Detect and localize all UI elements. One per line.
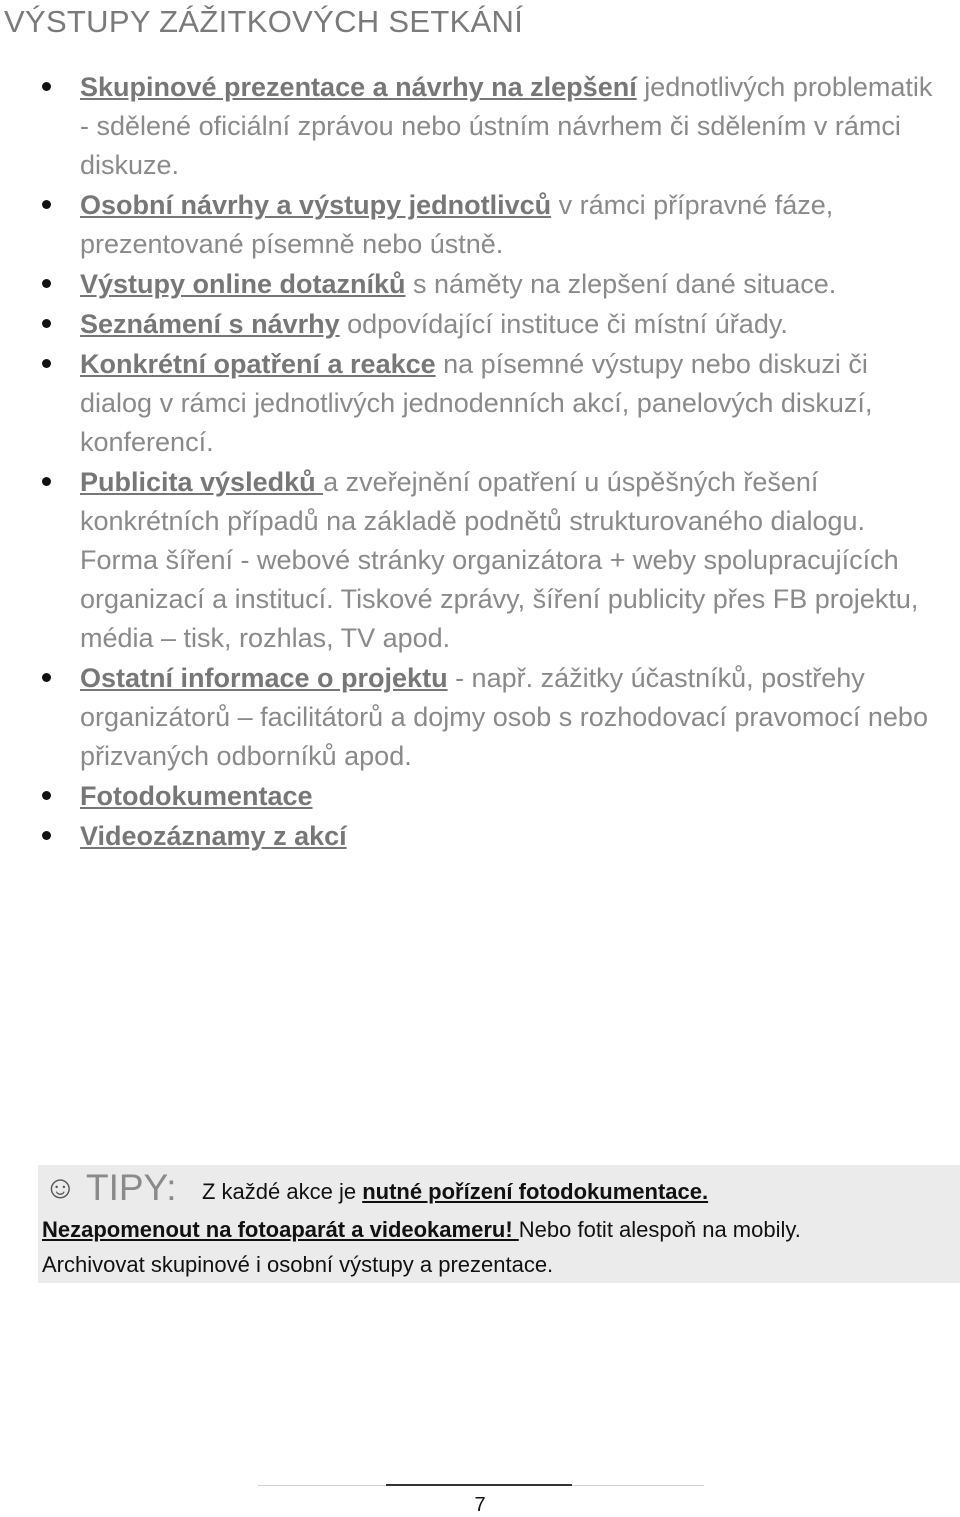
item-text: jednotlivých problematik - sdělené oficiální zprávou nebo ústním návrhem či sdělením v rámci diskuze. bbox=[80, 72, 933, 180]
list-item bbox=[0, 265, 960, 304]
item-highlight: Konkrétní opatření a reakce bbox=[80, 349, 436, 379]
tips-line-1-prefix: Z každé akce je bbox=[202, 1179, 363, 1204]
tips-label: TIPY: bbox=[86, 1167, 177, 1208]
tips-line-2 bbox=[42, 1217, 801, 1243]
smiley-icon: ☺ bbox=[44, 1169, 77, 1205]
list-item bbox=[0, 68, 960, 185]
list-item bbox=[0, 817, 960, 856]
tips-line-2-emphasis: Nezapomenout na fotoaparát a videokameru! bbox=[42, 1217, 519, 1242]
bullet-icon bbox=[42, 200, 51, 209]
list-item bbox=[0, 345, 960, 462]
item-highlight: Publicita výsledků bbox=[80, 467, 324, 497]
tips-box bbox=[38, 1165, 960, 1283]
list-item bbox=[0, 305, 960, 344]
bullet-icon bbox=[42, 673, 51, 682]
item-text: na písemné výstupy nebo diskuzi či dialog v rámci jednotlivých jednodenních akcí, panelových diskuzí, konferencí. bbox=[80, 349, 873, 457]
tips-line-1-emphasis: nutné pořízení fotodokumentace. bbox=[362, 1179, 709, 1204]
item-highlight: Videozáznamy z akcí bbox=[80, 821, 347, 851]
tips-line-2-rest: Nebo fotit alespoň na mobily. bbox=[518, 1217, 801, 1242]
outputs-list bbox=[0, 68, 960, 857]
bullet-icon bbox=[42, 359, 51, 368]
bullet-icon bbox=[42, 319, 51, 328]
item-highlight: Fotodokumentace bbox=[80, 781, 313, 811]
item-highlight: Seznámení s návrhy bbox=[80, 309, 340, 339]
item-highlight: Výstupy online dotazníků bbox=[80, 269, 406, 299]
item-highlight: Skupinové prezentace a návrhy na zlepšení bbox=[80, 72, 637, 102]
item-text: odpovídající instituce či místní úřady. bbox=[339, 309, 788, 339]
page-title: VÝSTUPY ZÁŽITKOVÝCH SETKÁNÍ bbox=[4, 4, 524, 39]
list-item bbox=[0, 463, 960, 658]
list-item bbox=[0, 186, 960, 264]
item-text: a zveřejnění opatření u úspěšných řešení konkrétních případů na základě podnětů strukturovaného dialogu. Forma šíření - webové stránky organizátora + weby spolupracujících organizací a institucí. Tiskové zprávy, šíření publicity přes FB projektu, média – tisk, rozhlas, TV apod. bbox=[80, 467, 919, 653]
list-item bbox=[0, 659, 960, 776]
item-highlight: Osobní návrhy a výstupy jednotlivců bbox=[80, 190, 552, 220]
bullet-icon bbox=[42, 477, 51, 486]
bullet-icon bbox=[42, 82, 51, 91]
item-text: - např. zážitky účastníků, postřehy organizátorů – facilitátorů a dojmy osob s rozhodovací pravomocí nebo přizvaných odborníků apod. bbox=[80, 663, 928, 771]
tips-line-1 bbox=[202, 1179, 708, 1205]
footer-divider-accent bbox=[386, 1484, 572, 1486]
tips-line-3: Archivovat skupinové i osobní výstupy a prezentace. bbox=[42, 1252, 554, 1277]
bullet-icon bbox=[42, 831, 51, 840]
item-text: v rámci přípravné fáze, prezentované písemně nebo ústně. bbox=[80, 190, 834, 259]
item-highlight: Ostatní informace o projektu bbox=[80, 663, 448, 693]
bullet-icon bbox=[42, 791, 51, 800]
page-number: 7 bbox=[474, 1494, 486, 1516]
list-item bbox=[0, 777, 960, 816]
item-text: s náměty na zlepšení dané situace. bbox=[405, 269, 837, 299]
bullet-icon bbox=[42, 279, 51, 288]
